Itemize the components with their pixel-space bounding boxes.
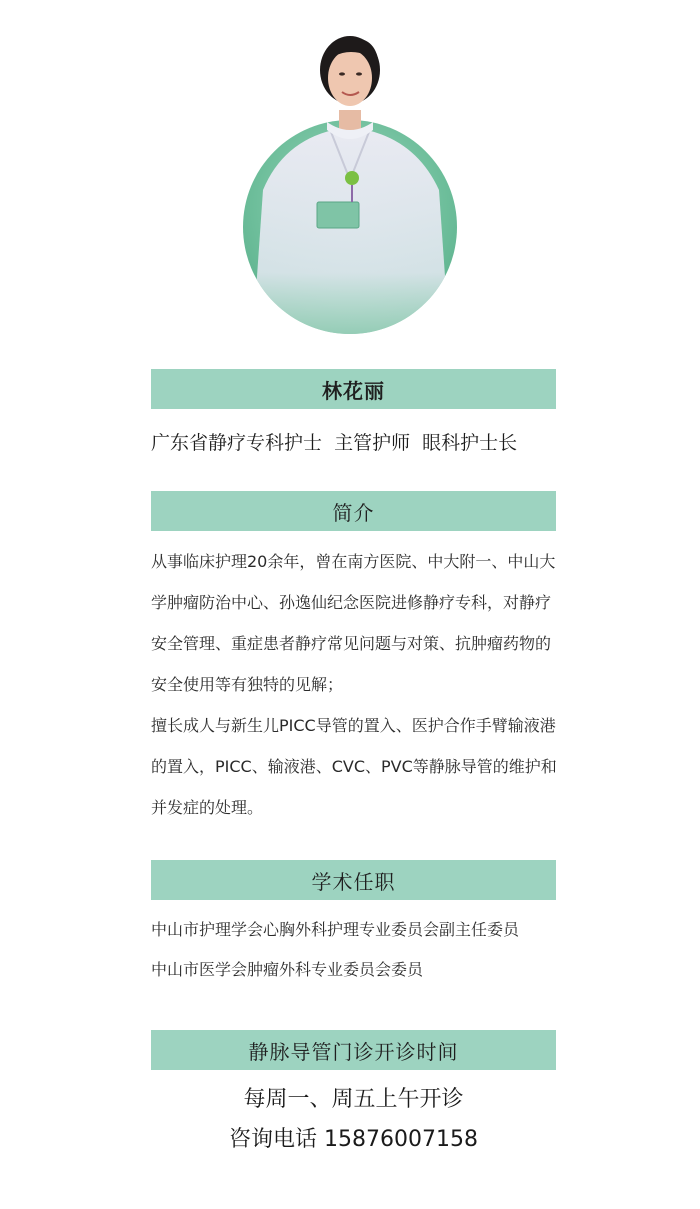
clinic-schedule [151,1080,556,1160]
roles-section-header [151,860,556,900]
nurse-photo [243,30,457,334]
academic-roles-list [151,910,571,990]
intro-text [151,541,561,828]
intro-paragraph: 从事临床护理20余年，曾在南方医院、中大附一、中山大学肿瘤防治中心、孙逸仙纪念医院进修静疗专科，对静疗安全管理、重症患者静疗常见问题与对策、抗肿瘤药物的安全使用等有独特的见解； [151,552,556,694]
role-item: 中山市护理学会心胸外科护理专业委员会副主任委员 [151,920,520,939]
role-item: 中山市医学会肿瘤外科专业委员会委员 [151,960,424,979]
name-banner [151,369,556,409]
professional-titles: 广东省静疗专科护士 主管护师 眼科护士长 [151,432,518,454]
intro-header-label: 简介 [332,500,375,525]
clinic-days: 每周一、周五上午开诊 [243,1087,464,1112]
intro-paragraph: 擅长成人与新生儿PICC导管的置入、医护合作手臂输液港的置入，PICC、输液港、CVC、PVC等静脉导管的维护和并发症的处理。 [151,716,557,817]
clinic-header-label: 静脉导管门诊开诊时间 [248,1039,459,1064]
portrait [243,30,457,330]
clinic-phone: 咨询电话 15876007158 [229,1127,478,1152]
clinic-section-header [151,1030,556,1070]
roles-header-label: 学术任职 [311,869,396,894]
nurse-name: 林花丽 [322,378,385,403]
intro-section-header [151,491,556,531]
